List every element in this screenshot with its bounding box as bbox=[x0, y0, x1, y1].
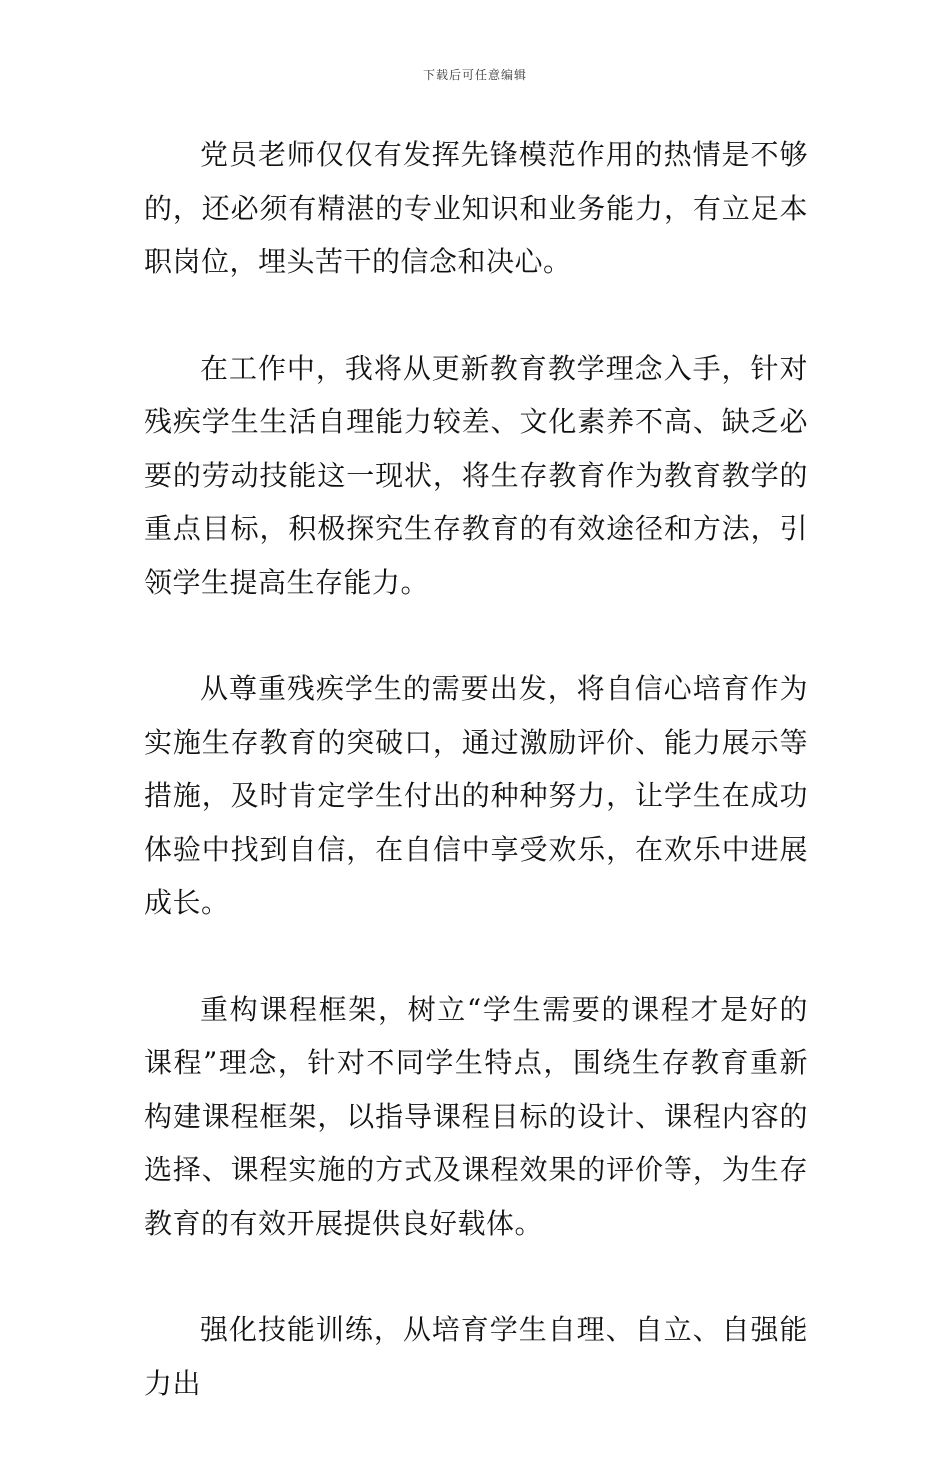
paragraph-2: 在工作中，我将从更新教育教学理念入手，针对残疾学生生活自理能力较差、文化素养不高、缺乏必要的劳动技能这一现状，将生存教育作为教育教学的重点目标，积极探究生存教育的有效途径和方法，引领学生提高生存能力。 bbox=[144, 351, 808, 599]
paragraph-1: 党员老师仅仅有发挥先锋模范作用的热情是不够的，还必须有精湛的专业知识和业务能力，有立足本职岗位，埋头苦干的信念和决心。 bbox=[144, 138, 808, 278]
paragraph-4: 重构课程框架，树立“学生需要的课程才是好的课程”理念，针对不同学生特点，围绕生存教育重新构建课程框架，以指导课程目标的设计、课程内容的选择、课程实施的方式及课程效果的评价等，为生存教育的有效开展提供良好载体。 bbox=[144, 992, 808, 1240]
document-body bbox=[144, 128, 808, 1463]
paragraph-3: 从尊重残疾学生的需要出发，将自信心培育作为实施生存教育的突破口，通过激励评价、能力展示等措施，及时肯定学生付出的种种努力，让学生在成功体验中找到自信，在自信中享受欢乐，在欢乐中进展成长。 bbox=[144, 672, 808, 919]
paragraph-5: 强化技能训练，从培育学生自理、自立、自强能力出 bbox=[144, 1313, 808, 1400]
page-header-note: 下载后可任意编辑 bbox=[422, 68, 527, 82]
